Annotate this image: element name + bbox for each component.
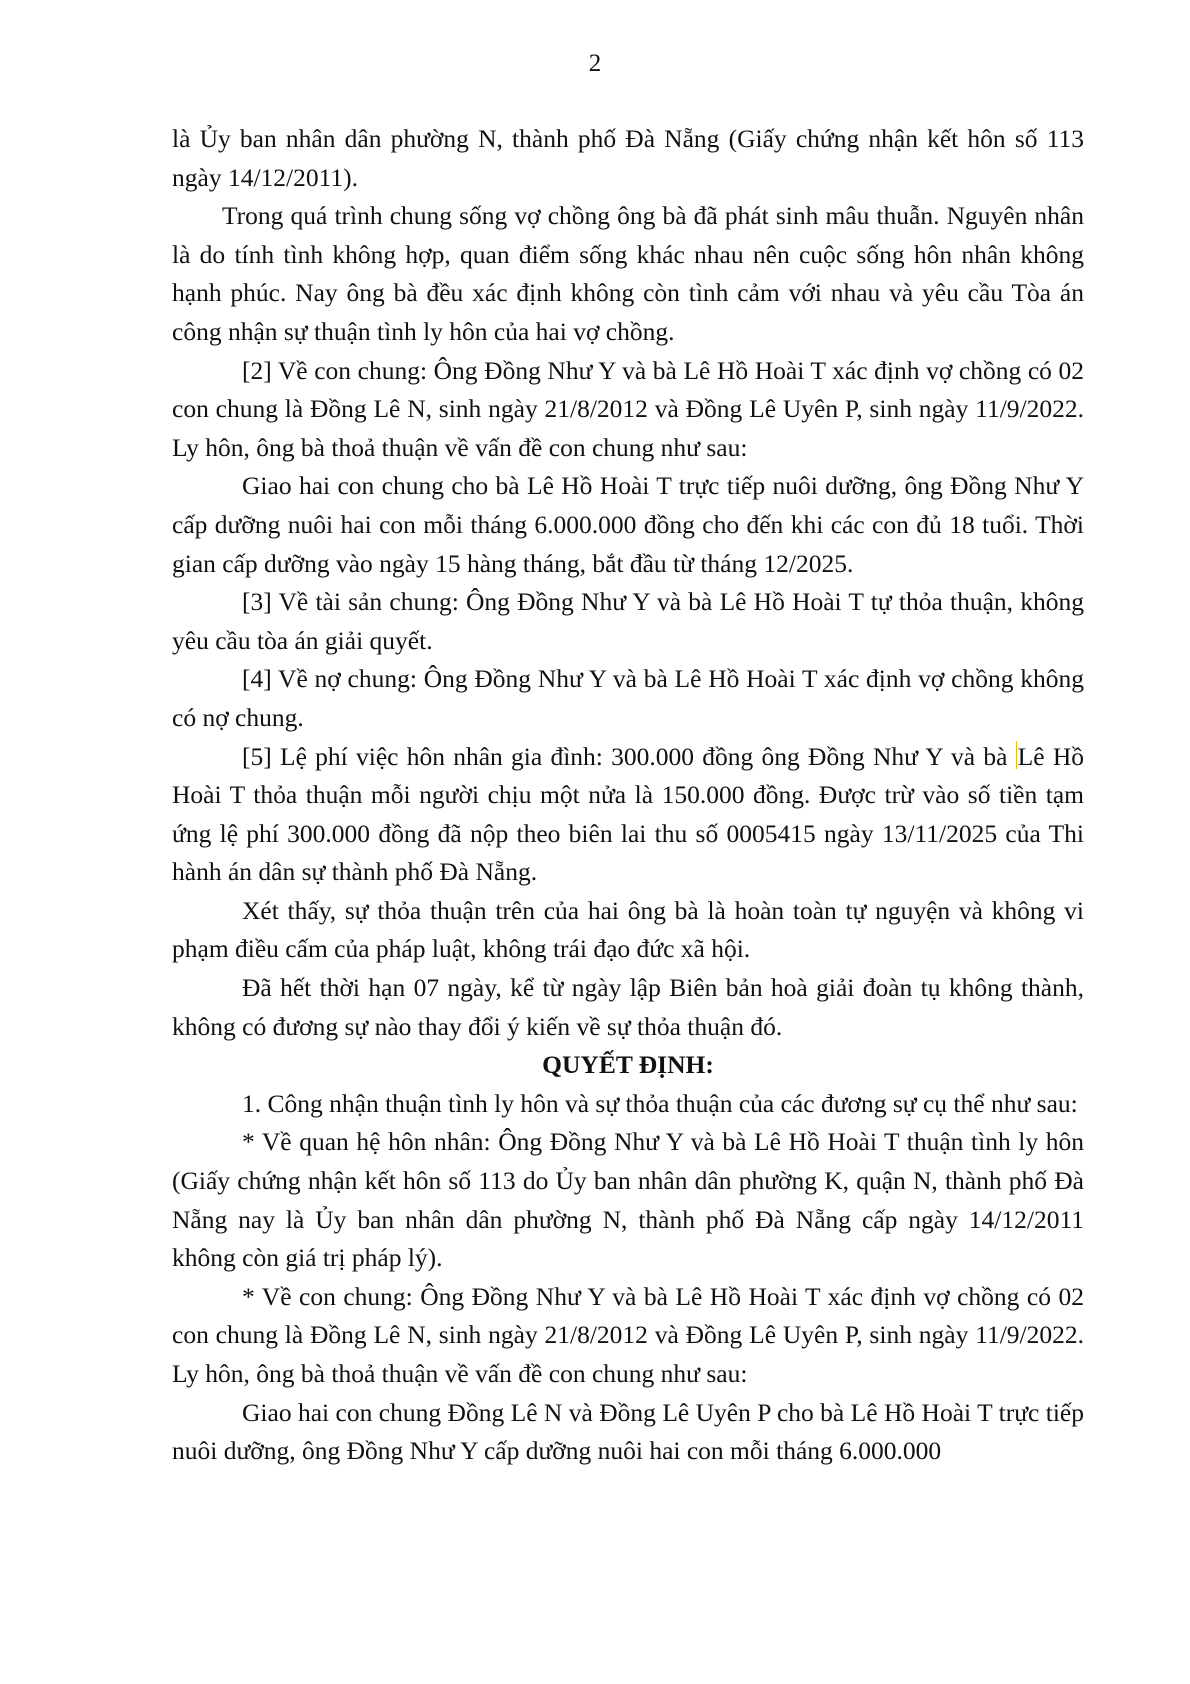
paragraph-fees bbox=[172, 738, 1084, 892]
page-number: 2 bbox=[588, 50, 602, 77]
paragraph-marriage: * Về quan hệ hôn nhân: Ông Đồng Như Y và bà Lê Hồ Hoài T thuận tình ly hôn (Giấy chứng nhận kết hôn số 113 do Ủy ban nhân dân phường K, quận N, thành phố Đà Nẵng nay là Ủy ban nhân dân phường N, thành phố Đà Nẵng cấp ngày 14/12/2011 không còn giá trị pháp lý). bbox=[172, 1127, 1084, 1273]
paragraph-assets: [3] Về tài sản chung: Ông Đồng Như Y và bà Lê Hồ Hoài T tự thỏa thuận, không yêu cầu tòa án giải quyết. bbox=[172, 587, 1084, 655]
paragraph-voluntary: Xét thấy, sự thỏa thuận trên của hai ông bà là hoàn toàn tự nguyện và không vi phạm điều cấm của pháp luật, không trái đạo đức xã hội. bbox=[172, 895, 1084, 964]
document-body bbox=[172, 120, 1084, 1471]
paragraph-continuation: là Ủy ban nhân dân phường N, thành phố Đà Nẵng (Giấy chứng nhận kết hôn số 113 ngày 14/12/2011). bbox=[172, 124, 1084, 192]
paragraph-custody-decision: Giao hai con chung Đồng Lê N và Đồng Lê Uyên P cho bà Lê Hồ Hoài T trực tiếp nuôi dưỡng, ông Đồng Như Y cấp dưỡng nuôi hai con mỗi tháng 6.000.000 bbox=[172, 1397, 1084, 1466]
paragraph-children: [2] Về con chung: Ông Đồng Như Y và bà Lê Hồ Hoài T xác định vợ chồng có 02 con chung là Đồng Lê N, sinh ngày 21/8/2012 và Đồng Lê Uyên P, sinh ngày 11/9/2022. Ly hôn, ông bà thoả thuận về vấn đề con chung như sau: bbox=[172, 355, 1084, 462]
paragraph-custody: Giao hai con chung cho bà Lê Hồ Hoài T trực tiếp nuôi dưỡng, ông Đồng Như Y cấp dưỡng nuôi hai con mỗi tháng 6.000.000 đồng cho đến khi các con đủ 18 tuổi. Thời gian cấp dưỡng vào ngày 15 hàng tháng, bắt đầu từ tháng 12/2025. bbox=[172, 471, 1084, 578]
paragraph-decision-1: 1. Công nhận thuận tình ly hôn và sự thỏa thuận của các đương sự cụ thể như sau: bbox=[242, 1088, 1078, 1118]
decision-heading: QUYẾT ĐỊNH: bbox=[542, 1050, 714, 1080]
fees-text-part-2: Lê Hồ Hoài T thỏa thuận mỗi người chịu một nửa là 150.000 đồng. Được trừ vào số tiền tạm ứng lệ phí 300.000 đồng đã nộp theo biên lai thu số 0005415 ngày 13/11/2025 của Thi hành án dân sự thành phố Đà Nẵng. bbox=[172, 741, 1084, 887]
fees-text-part-1: [5] Lệ phí việc hôn nhân gia đình: 300.000 đồng ông Đồng Như Y và bà bbox=[242, 741, 1016, 771]
paragraph-conflict: Trong quá trình chung sống vợ chồng ông bà đã phát sinh mâu thuẫn. Nguyên nhân là do tính tình không hợp, quan điểm sống khác nhau nên cuộc sống hôn nhân không hạnh phúc. Nay ông bà đều xác định không còn tình cảm với nhau và yêu cầu Tòa án công nhận sự thuận tình ly hôn của hai vợ chồng. bbox=[172, 201, 1084, 346]
paragraph-debts: [4] Về nợ chung: Ông Đồng Như Y và bà Lê Hồ Hoài T xác định vợ chồng không có nợ chung. bbox=[172, 664, 1084, 732]
text-cursor bbox=[1016, 741, 1017, 769]
paragraph-deadline: Đã hết thời hạn 07 ngày, kể từ ngày lập Biên bản hoà giải đoàn tụ không thành, không có đương sự nào thay đổi ý kiến về sự thỏa thuận đó. bbox=[172, 973, 1084, 1041]
paragraph-children-decision: * Về con chung: Ông Đồng Như Y và bà Lê Hồ Hoài T xác định vợ chồng có 02 con chung là Đồng Lê N, sinh ngày 21/8/2012 và Đồng Lê Uyên P, sinh ngày 11/9/2022. Ly hôn, ông bà thoả thuận về vấn đề con chung như sau: bbox=[172, 1281, 1084, 1388]
